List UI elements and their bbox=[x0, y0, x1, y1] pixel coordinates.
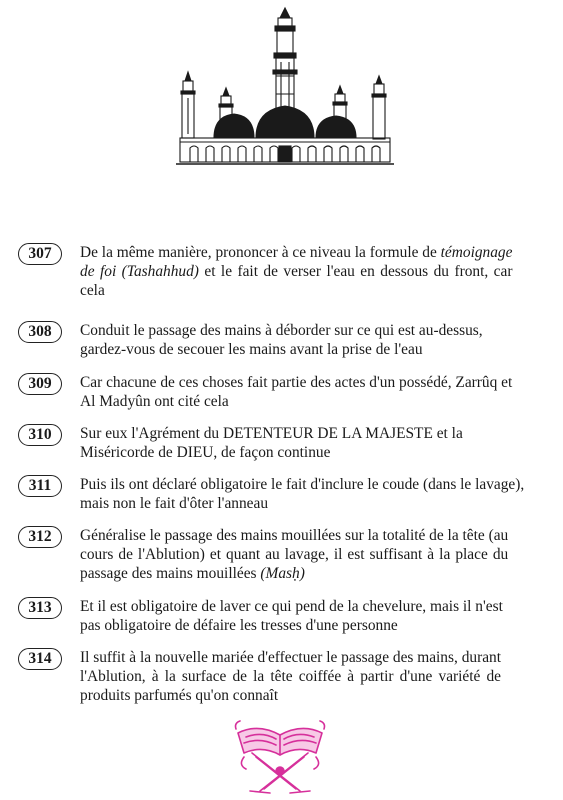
verse-310 bbox=[18, 424, 463, 462]
verse-line: pas obligatoire de défaire les tresses d'une personne bbox=[80, 617, 398, 634]
verse-line: cours de l'Ablution) et quant au lavage, il est suffisant à la place du bbox=[80, 546, 509, 563]
verse-line: Al Madyûn ont cité cela bbox=[80, 393, 229, 410]
verse-line: De la même manière, prononcer à ce niveau la formule de témoignage bbox=[80, 244, 513, 261]
verse-314 bbox=[18, 648, 501, 705]
quran-on-stand-ornament bbox=[230, 713, 330, 797]
verse-308 bbox=[18, 321, 483, 359]
verse-line: cela bbox=[80, 282, 105, 299]
verse-line: passage des mains mouillées (Masḥ) bbox=[80, 565, 305, 582]
verse-number-badge: 312 bbox=[18, 526, 62, 548]
mosque-illustration bbox=[176, 6, 394, 168]
verse-line: gardez-vous de secouer les mains avant la prise de l'eau bbox=[80, 341, 423, 358]
verse-line: Puis ils ont déclaré obligatoire le fait d'inclure le coude (dans le lavage), bbox=[80, 476, 525, 493]
verse-number-badge: 314 bbox=[18, 648, 62, 670]
verse-number-badge: 307 bbox=[18, 243, 62, 265]
verse-line: Miséricorde de DIEU, de façon continue bbox=[80, 444, 331, 461]
verse-line: Et il est obligatoire de laver ce qui pend de la chevelure, mais il n'est bbox=[80, 598, 503, 615]
verse-309 bbox=[18, 373, 512, 411]
verse-number-badge: 313 bbox=[18, 597, 62, 619]
verse-line: de foi (Tashahhud) et le fait de verser l'eau en dessous du front, car bbox=[80, 263, 513, 280]
verse-line: Généralise le passage des mains mouillées sur la totalité de la tête (au bbox=[80, 527, 509, 544]
verse-line: Sur eux l'Agrément du DETENTEUR DE LA MAJESTE et la bbox=[80, 425, 463, 442]
verse-line: produits parfumés qu'on connaît bbox=[80, 687, 279, 704]
verse-311 bbox=[18, 475, 524, 513]
verse-line: Conduit le passage des mains à déborder sur ce qui est au-dessus, bbox=[80, 322, 483, 339]
verse-307 bbox=[18, 243, 512, 300]
verse-number-badge: 310 bbox=[18, 424, 62, 446]
verse-number-badge: 309 bbox=[18, 373, 62, 395]
verse-line: mais non le fait d'ôter l'anneau bbox=[80, 495, 269, 512]
verse-number-badge: 311 bbox=[18, 475, 62, 497]
verse-line: Il suffit à la nouvelle mariée d'effectuer le passage des mains, durant bbox=[80, 649, 502, 666]
verse-312 bbox=[18, 526, 508, 583]
verse-313 bbox=[18, 597, 503, 635]
verse-line: Car chacune de ces choses fait partie des actes d'un possédé, Zarrûq et bbox=[80, 374, 513, 391]
verse-line: l'Ablution, à la surface de la tête coiffée à partir d'une variété de bbox=[80, 668, 502, 685]
verse-number-badge: 308 bbox=[18, 321, 62, 343]
